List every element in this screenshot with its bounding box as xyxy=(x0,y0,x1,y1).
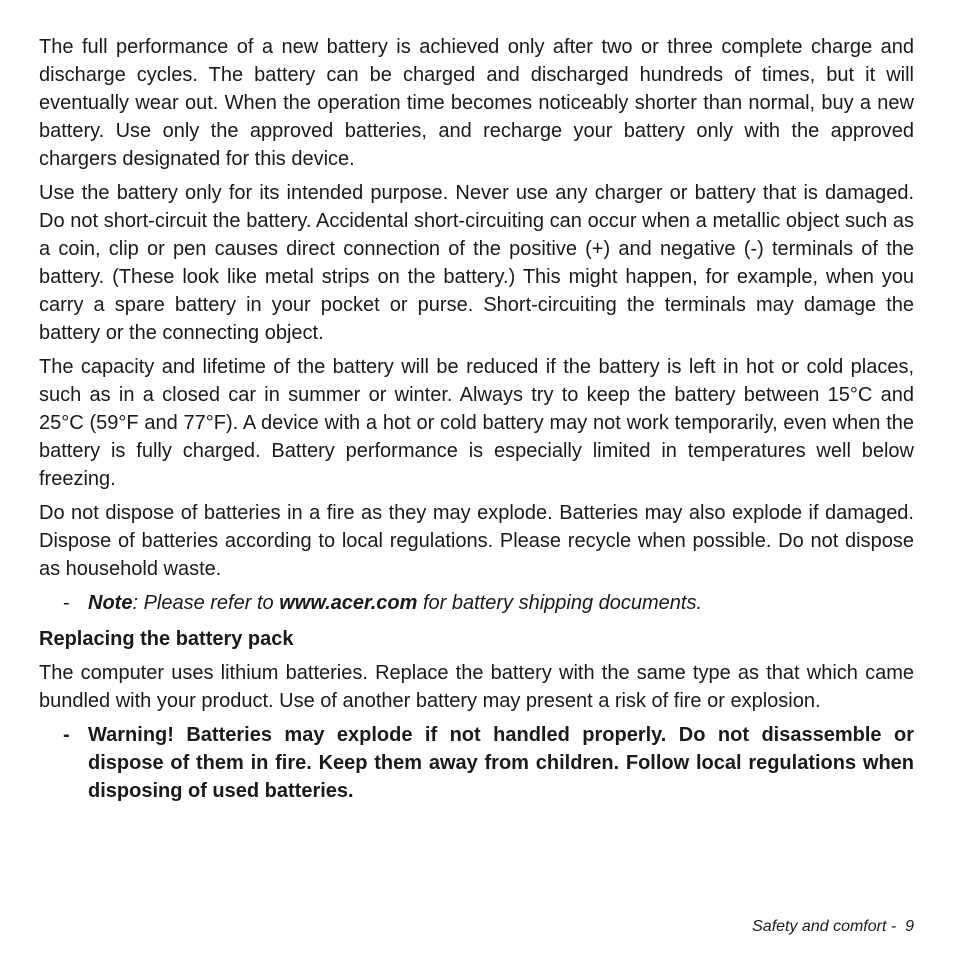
paragraph-battery-temperature: The capacity and lifetime of the battery will be reduced if the battery is left in hot or cold places, such as in a closed car in summer or winter. Always try to keep the battery between 15°C and 25°C (59°F and 77°F). A device with a hot or cold battery may not work temporarily, even when the battery is fully charged. Battery performance is especially limited in temperatures well below freezing. xyxy=(39,356,914,490)
note-item xyxy=(39,589,914,617)
note-text-before: : Please refer to xyxy=(132,592,280,614)
warning-text: Warning! Batteries may explode if not handled properly. Do not disassemble or dispose of them in fire. Keep them away from children. Follow local regulations when disposing of used batteries. xyxy=(88,724,914,802)
warning-dash: - xyxy=(63,724,70,746)
note-label: Note xyxy=(88,592,133,614)
footer-section-label: Safety and comfort xyxy=(752,918,887,935)
paragraph-battery-usage: Use the battery only for its intended purpose. Never use any charger or battery that is damaged. Do not short-circuit the battery. Accidental short-circuiting can occur when a metallic object such as a coin, clip or pen causes direct connection of the positive (+) and negative (-) terminals of the battery. (These look like metal strips on the battery.) This might happen, for example, when you carry a spare battery in your pocket or purse. Short-circuiting the terminals may damage the battery or the connecting object. xyxy=(39,182,914,344)
section-heading: Replacing the battery pack xyxy=(39,628,294,650)
footer-page-number: 9 xyxy=(905,918,914,935)
paragraph-battery-performance: The full performance of a new battery is achieved only after two or three complete charge and discharge cycles. The battery can be charged and discharged hundreds of times, but it will eventually wear out. When the operation time becomes noticeably shorter than normal, buy a new battery. Use only the approved batteries, and recharge your battery only with the approved chargers designated for this device. xyxy=(39,36,914,170)
page-footer xyxy=(752,917,914,937)
note-dash: - xyxy=(63,592,70,614)
note-link[interactable]: www.acer.com xyxy=(279,592,418,614)
document-page xyxy=(39,33,914,805)
warning-item xyxy=(39,721,914,805)
note-text xyxy=(88,592,702,614)
footer-separator: - xyxy=(886,918,906,935)
note-text-after: for battery shipping documents. xyxy=(417,592,703,614)
paragraph-replacing-battery: The computer uses lithium batteries. Replace the battery with the same type as that which came bundled with your product. Use of another battery may present a risk of fire or explosion. xyxy=(39,662,914,712)
paragraph-battery-disposal: Do not dispose of batteries in a fire as they may explode. Batteries may also explode if damaged. Dispose of batteries according to local regulations. Please recycle when possible. Do not dispose as household waste. xyxy=(39,502,914,580)
